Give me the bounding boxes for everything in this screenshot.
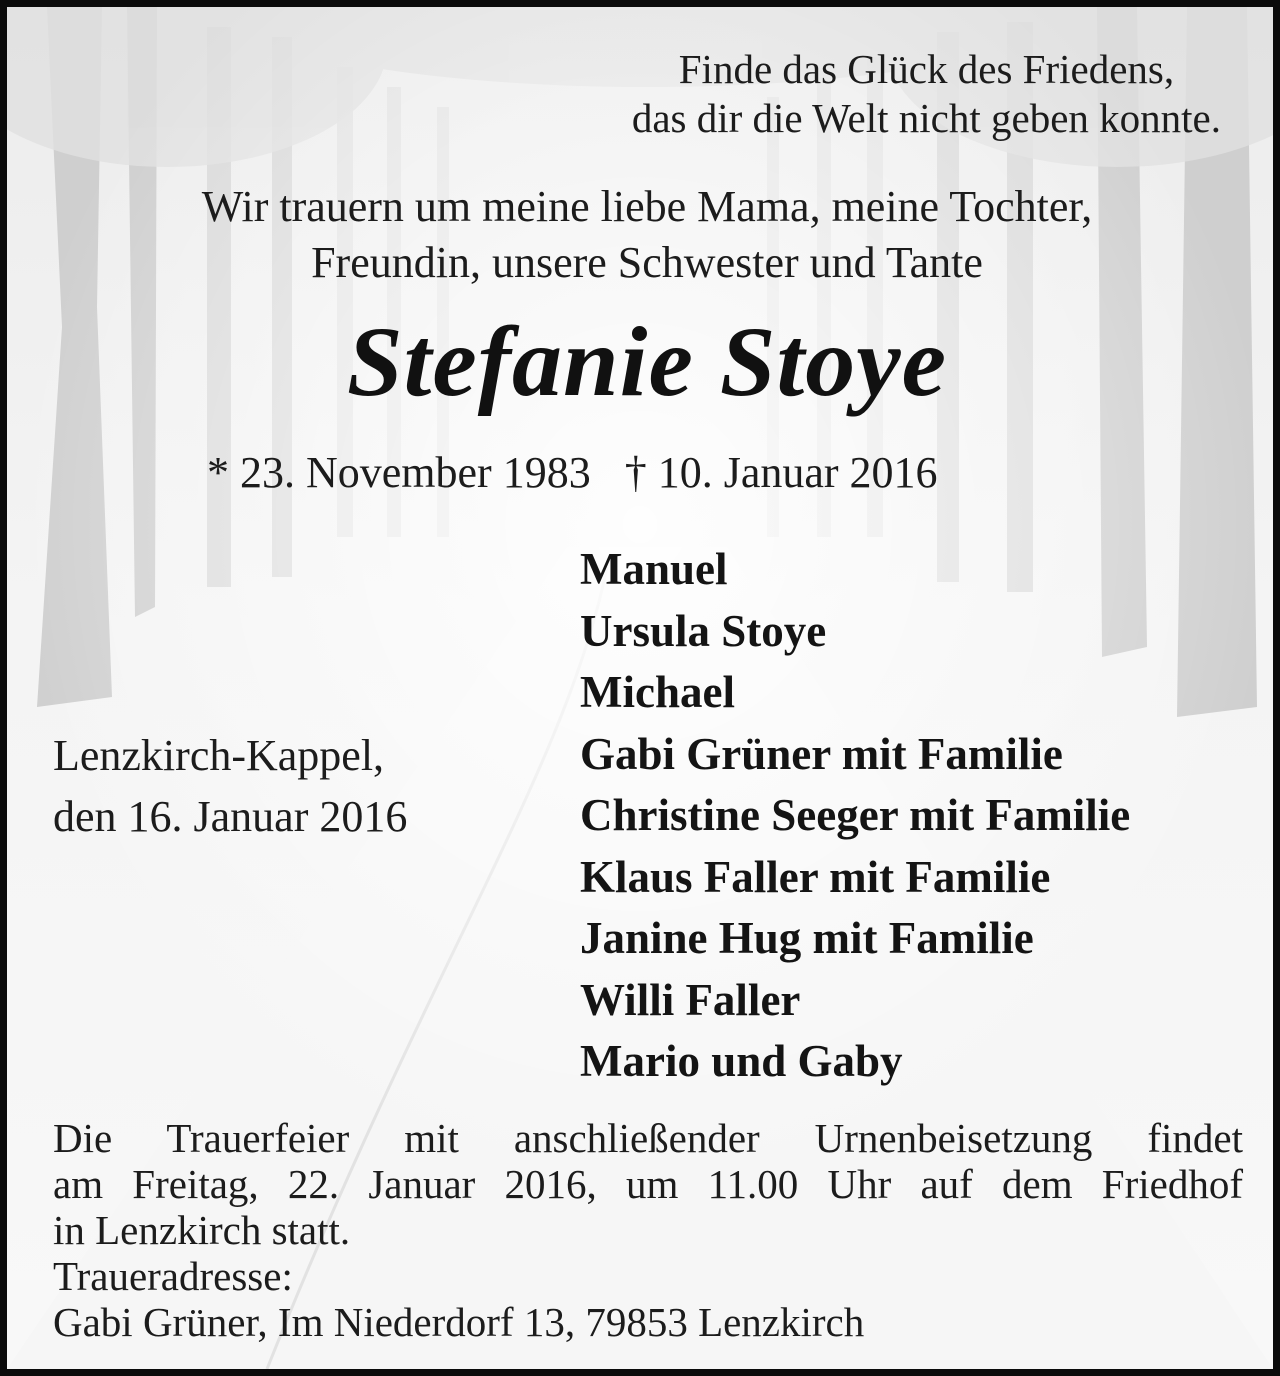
intro-line-1: Wir trauern um meine liebe Mama, meine Tochter, <box>201 182 1093 231</box>
service-line-1: Die Trauerfeier mit anschließender Urnenbeisetzung findet <box>53 1115 1243 1161</box>
date-line: den 16. Januar 2016 <box>53 792 408 841</box>
mourner-name: Christine Seeger mit Familie <box>580 790 1131 840</box>
funeral-service-info <box>53 1115 1243 1345</box>
mourner-name: Mario und Gaby <box>580 1036 903 1086</box>
mourner-name: Ursula Stoye <box>580 605 827 656</box>
place-line: Lenzkirch-Kappel, <box>53 731 385 780</box>
birth-date: * 23. November 1983 <box>207 448 591 497</box>
mourner-name: Willi Faller <box>580 974 801 1025</box>
mourner-name: Klaus Faller mit Familie <box>580 851 1051 902</box>
place-and-date <box>53 725 407 847</box>
service-line-3: in Lenzkirch statt. <box>53 1207 351 1253</box>
address-label: Traueradresse: <box>53 1253 293 1299</box>
mourning-address: Gabi Grüner, Im Niederdorf 13, 79853 Lenzkirch <box>53 1299 865 1345</box>
life-dates <box>207 443 938 503</box>
mourner-name: Janine Hug mit Familie <box>580 913 1034 963</box>
quote-line-2: das dir die Welt nicht geben konnte. <box>631 95 1221 141</box>
mourning-statement <box>7 179 1280 291</box>
quote-line-1: Finde das Glück des Friedens, <box>678 46 1175 92</box>
mourner-name: Gabi Grüner mit Familie <box>580 728 1063 779</box>
mourner-name: Michael <box>580 667 735 717</box>
intro-line-2: Freundin, unsere Schwester und Tante <box>311 238 983 287</box>
mourners-list <box>580 539 1130 1093</box>
service-line-2: am Freitag, 22. Januar 2016, um 11.00 Uhr auf dem Friedhof <box>53 1161 1243 1207</box>
mourner-name: Manuel <box>580 544 728 594</box>
epigraph-quote <box>632 45 1221 143</box>
deceased-name: Stefanie Stoye <box>346 306 948 417</box>
death-date: † 10. Januar 2016 <box>624 448 938 497</box>
